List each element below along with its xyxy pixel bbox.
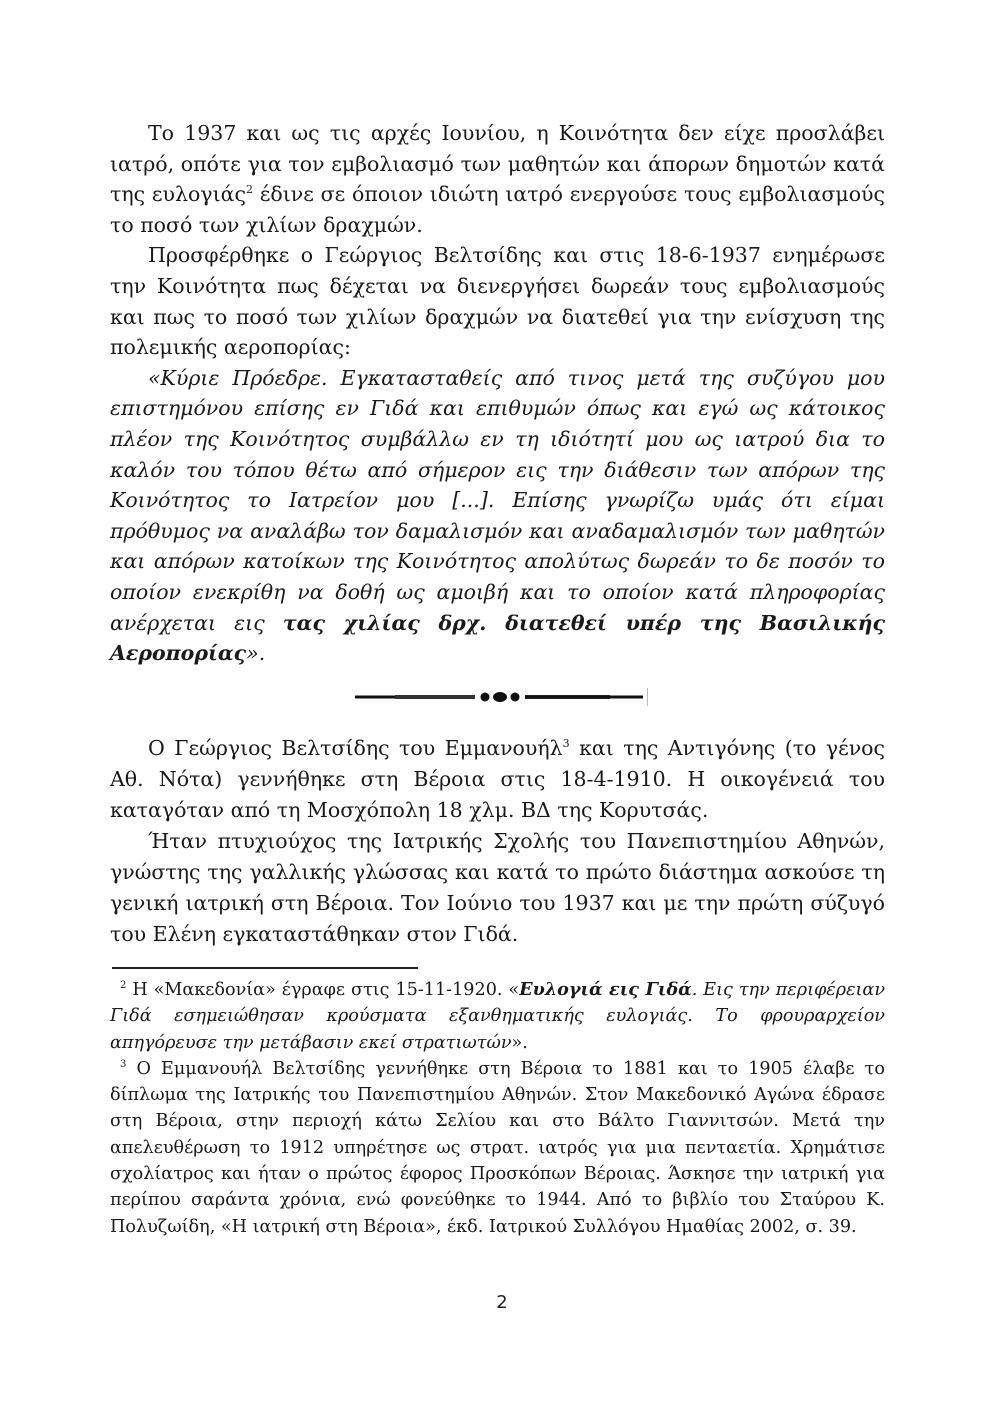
- paragraph-3: Ο Γεώργιος Βελτσίδης του Εμμανουήλ$^3$ και της Αντιγόνης (το γένος Αθ. Νότα) γεννήθηκε στη Βέροια στις 18-4-1910. Η οικογένειά του καταγόταν από τη Μοσχόπολη 18 χλμ. ΒΔ της Κορυτσάς.: [110, 736, 885, 822]
- footnotes: [110, 977, 885, 1240]
- quote-bold: τας χιλίας δρχ. διατεθεί υπέρ της Βασιλικής Αεροπορίας: [110, 610, 885, 666]
- paragraph-4: Ήταν πτυχιούχος της Ιατρικής Σχολής του Πανεπιστημίου Αθηνών, γνώστης της γαλλικής γλώσσας και κατά το πρώτο διάστημα ασκούσε τη γενική ιατρική στη Βέροια. Τον Ιούνιο του 1937 και με την πρώτη σύζυγό του Ελένη εγκαταστάθηκαν στον Γιδά.: [110, 829, 885, 946]
- footnote-separator: [112, 967, 418, 969]
- divider-ornament-icon: [355, 686, 650, 708]
- footnote-3: $^3$ Ο Εμμανουήλ Βελτσίδης γεννήθηκε στη Βέροια το 1881 και το 1905 έλαβε το δίπλωμα της Ιατρικής του Πανεπιστημίου Αθηνών. Στον Μακεδονικό Αγώνα έδρασε στη Βέροια, στην περιοχή κάτω Σελίου και στο Βάλτο Γιαννιτσών. Μετά την απελευθέρωση το 1912 υπηρέτησε ως στρατ. ιατρός για μια πενταετία. Χρημάτισε σχολίατρος και ήταν ο πρώτος έφορος Προσκόπων Βέροιας. Άσκησε την ιατρική για περίπου σαράντα χρόνια, ενώ φονεύθηκε το 1944. Από το βιβλίο του Σταύρου Κ. Πολυζωίδη, «Η ιατρική στη Βέροια», έκδ. Ιατρικού Συλλόγου Ημαθίας 2002, σ. 39.: [110, 1058, 885, 1237]
- footnote-2: $^2$ Η «Μακεδονία» έγραφε στις 15-11-1920. «Ευλογιά εις Γιδά. Εις την περιφέρειαν Γιδά εσημειώθησαν κρούσματα εξανθηματικής ευλογιάς. Το φρουραρχείον απηγόρευσε την μετάβασιν εκεί στρατιωτών».: [110, 979, 886, 1053]
- footnote-ref-2[interactable]: 2: [245, 183, 253, 197]
- paragraph-1: Το 1937 και ως τις αρχές Ιουνίου, η Κοινότητα δεν είχε προσλάβει ιατρό, οπότε για τον εμβολιασμό των μαθητών και άπορων δημοτών κατά της ευλογιάς$^2$ έδινε σε όποιον ιδιώτη ιατρό ενεργούσε τους εμβολιασμούς το ποσό των χιλίων δραχμών.: [110, 121, 885, 237]
- page-number: 2: [496, 1292, 508, 1313]
- biography-text: [110, 733, 885, 950]
- main-text: [110, 118, 885, 669]
- footnote-ref-3[interactable]: 3: [562, 737, 570, 750]
- paragraph-2: Προσφέρθηκε ο Γεώργιος Βελτσίδης και στις 18-6-1937 ενημέρωσε την Κοινότητα πως δέχεται να διενεργήσει δωρεάν τους εμβολιασμούς και πως το ποσό των χιλίων δραχμών να διατεθεί για την ενίσχυση της πολεμικής αεροπορίας:: [110, 243, 885, 360]
- quote-paragraph: «Κύριε Πρόεδρε. Εγκατασταθείς από τινος μετά της συζύγου μου επιστημόνου επίσης εν Γιδά και επιθυμών όπως και εγώ ως κάτοικος πλέον της Κοινότητος συμβάλλω εν τη ιδιότητί μου ως ιατρού δια το καλόν του τόπου θέτω από σήμερον εις την διάθεσιν των απόρων της Κοινότητος το Ιατρείον μου [...]. Επίσης γνωρίζω υμάς ότι είμαι πρόθυμος να αναλάβω τον δαμαλισμόν και αναδαμαλισμόν των μαθητών και απόρων κατοίκων της Κοινότητος απολύτως δωρεάν το δε ποσόν το οποίον ενεκρίθη να δοθή ως αμοιβή και το οποίον κατά πληροφορίας ανέρχεται εις τας χιλίας δρχ. διατεθεί υπέρ της Βασιλικής Αεροπορίας».: [110, 365, 885, 666]
